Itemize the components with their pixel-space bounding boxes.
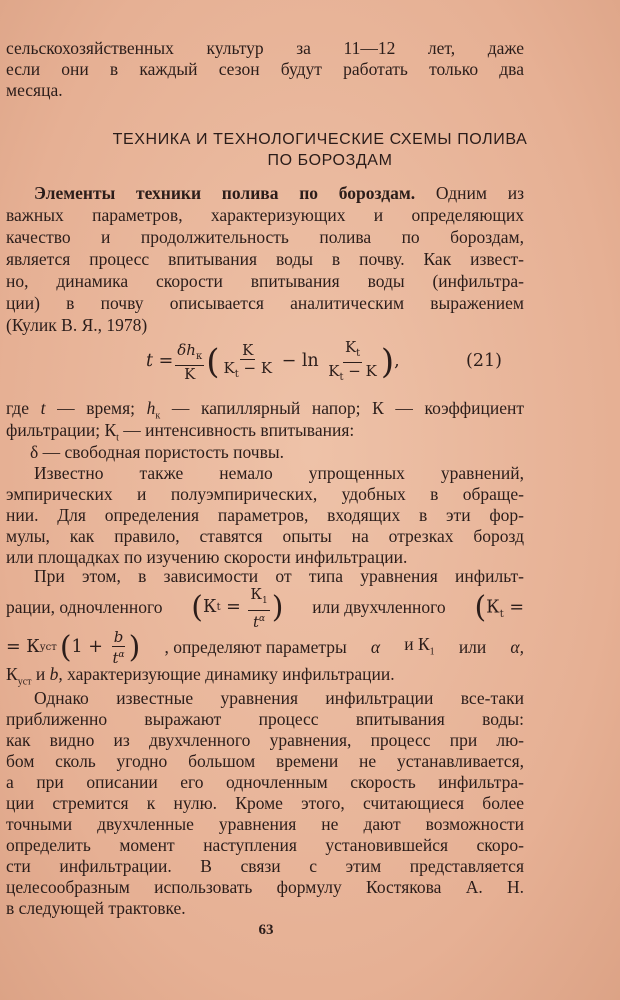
text-line: как видно из двухчленного уравнения, процесс при лю- [6, 730, 524, 750]
formula-frac1 [221, 342, 274, 383]
alpha-symbol: α [370, 637, 381, 658]
frac1-den-rest: − K [238, 358, 273, 377]
lead-rest: Одним из [435, 183, 524, 203]
text-line: При этом, в зависимости от типа уравнения инфильт- [34, 566, 524, 586]
where-filtration: фильтрации; К [6, 420, 117, 440]
two-term-num: b [113, 628, 124, 646]
text-line: или площадках по изучению скорости инфильтрации. [6, 547, 408, 567]
one-term-frac [248, 586, 269, 631]
text-line: (Кулик В. Я., 1978) [6, 315, 148, 335]
frac1-den-sub: t [234, 368, 239, 380]
k-steady-2-sub: уст [17, 676, 32, 688]
formula-coef [175, 342, 204, 383]
frac1-num: K [242, 340, 254, 359]
minus-ln: − ln [276, 351, 325, 372]
two-term-den: t [112, 649, 119, 667]
text-line: целесообразным использовать формулу Костякова А. Н. [6, 877, 524, 897]
text-line: ции стремится к нулю. Кроме этого, считающиеся более [6, 793, 524, 813]
text-line: точными двухчленные уравнения не дают возможности [6, 814, 524, 834]
section-heading-line2: ПО БОРОЗДАМ [267, 152, 393, 169]
two-term-label: или двухчленного [312, 597, 446, 618]
formula-body [146, 336, 400, 388]
text-line: эмпирических и полуэмпирических, удобных в обраще- [6, 484, 524, 504]
where-kt-sub: t [116, 432, 119, 444]
one-term-den: t [253, 612, 260, 631]
equation-number: (21) [466, 351, 502, 371]
text-line: важных параметров, характеризующих и определяющих [6, 205, 524, 225]
kt-sub-2: t [499, 608, 504, 620]
text-line: ции) в почву описывается аналитическим выражением [6, 293, 524, 313]
k1-sub: 1 [429, 646, 435, 657]
two-term-start: ($К_t$ = [474, 589, 524, 625]
section-heading-line1: ТЕХНИКА И ТЕХНОЛОГИЧЕСКИЕ СХЕМЫ ПОЛИВА [112, 131, 528, 148]
text-line: если они в каждый сезон будут работать только два [6, 59, 524, 79]
frac2-den-rest: − K [343, 361, 377, 380]
text-line: δ — свободная пористость почвы. [30, 442, 284, 462]
kt-symbol-2: К [486, 597, 500, 618]
formula-lhs: t = [146, 351, 174, 372]
one-term-num-sub: 1 [262, 595, 268, 606]
equals-2: = [503, 597, 524, 618]
formula-comma: , [394, 351, 400, 372]
lead-line [34, 183, 524, 205]
formula-frac2 [326, 339, 379, 386]
equals: = [220, 597, 247, 618]
frac2-den-sub: t [339, 371, 344, 383]
text-line: в следующей трактовке. [6, 898, 186, 918]
characterizing: характеризующие динамику инфильтрации. [67, 664, 395, 684]
and-word: и [35, 664, 46, 684]
where-time: — время; [57, 398, 136, 418]
text-line: сельскохозяйственных культур за 11—12 лет, даже [6, 38, 524, 58]
text-line: а при описании его одночленным скорость инфильтра- [6, 772, 524, 792]
text-line [6, 584, 524, 631]
coef-num-sub: к [195, 350, 203, 362]
one-term-formula: ( К t = $\frac{К_1}{t^\alpha}$ ) [191, 584, 284, 631]
two-term-formula: = К уст ( 1 + $\frac{b}{t^\alpha}$ ) [6, 628, 141, 667]
text-line: месяца. [6, 80, 63, 100]
k-steady-2: К [6, 664, 18, 684]
one-term-den-sup: α [259, 613, 266, 624]
text-line: мулы, как правило, ставятся опыты на отрезках борозд [6, 526, 524, 546]
text-line: качество и продолжительность полива по бороздам, [6, 227, 524, 247]
text-line: Известно также немало упрощенных уравнений, [34, 463, 524, 483]
frac2-den: K [328, 361, 340, 380]
frac2-num-sub: t [356, 347, 361, 359]
determine-params: , определяют параметры [164, 637, 347, 658]
kt-symbol: К [203, 597, 217, 618]
text-line: нии. Для определения параметров, входящих в эти фор- [6, 505, 524, 525]
text-line: является процесс впитывания воды в почву. Как извест- [6, 249, 524, 269]
k-steady-sub: уст [39, 642, 57, 654]
var-t: t [40, 398, 46, 418]
two-term-den-sup: α [118, 650, 125, 660]
k-steady: = К [6, 637, 40, 658]
where-intensity: — интенсивность впитывания: [123, 420, 355, 440]
right-paren: ) [380, 342, 395, 382]
one-plus: 1 + [71, 637, 109, 658]
text-line [6, 628, 524, 668]
text-line: Однако известные уравнения инфильтрации все-таки [34, 688, 524, 708]
var-h: h [146, 398, 156, 418]
text-line: приближенно выражают процесс впитывания воды: [6, 709, 524, 729]
and-k1: и К [404, 633, 430, 654]
one-term-label: рации, одночленного [6, 597, 163, 618]
text-line: определить момент наступления установившейся скоро- [6, 835, 524, 855]
or-word: или [458, 637, 487, 658]
two-term-frac [110, 629, 126, 667]
left-paren: ( [206, 342, 220, 382]
where-capillary: — капиллярный напор; К — коэффициент [171, 398, 524, 418]
page-number: 63 [258, 922, 274, 938]
alpha-symbol-2: α, [510, 637, 524, 658]
where-word: где [6, 398, 29, 418]
b-symbol: b, [49, 664, 63, 684]
coef-num: δh [177, 340, 196, 359]
frac2-num: K [344, 337, 357, 356]
one-term-num: К [250, 584, 262, 603]
lead-bold: Элементы техники полива по бороздам. [34, 183, 416, 203]
text-line: но, динамика скорости впитывания воды (инфильтра- [6, 271, 524, 291]
var-h-sub: к [155, 410, 161, 422]
kt-sub: t [216, 602, 221, 614]
frac1-den: K [223, 358, 235, 377]
text-line: бом сколь угодно большом времени не устанавливается, [6, 751, 524, 771]
text-line: сти инфильтрации. В связи с этим представляется [6, 856, 524, 876]
coef-den: K [184, 364, 196, 383]
